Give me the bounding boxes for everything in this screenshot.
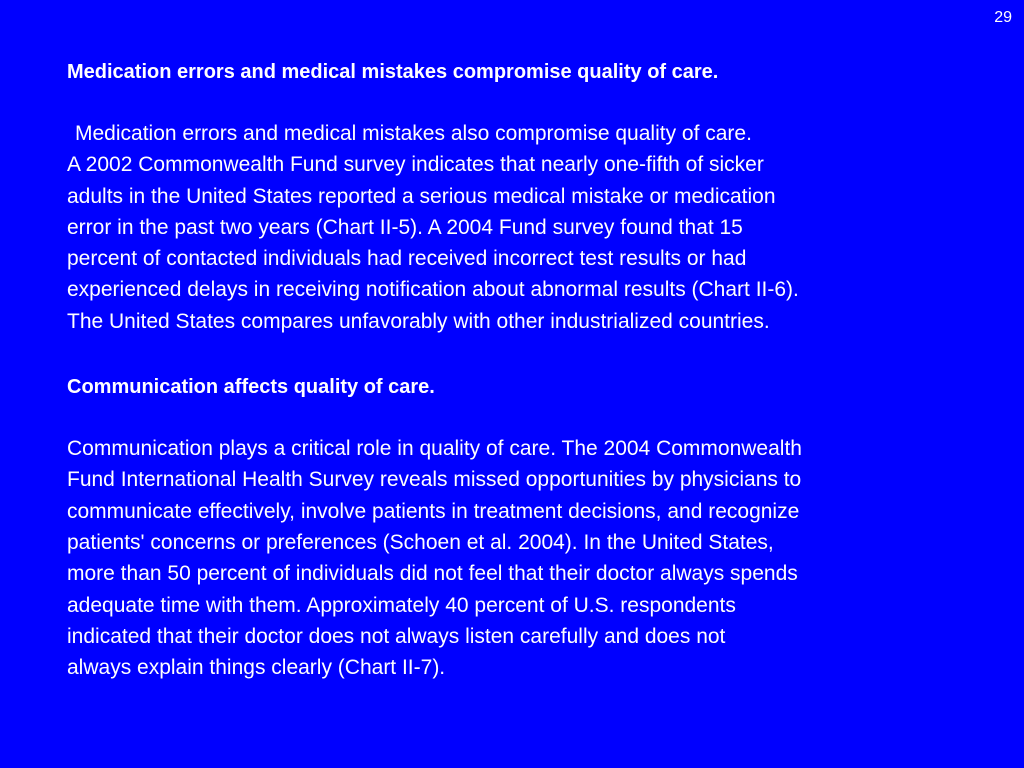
section-body-medication-errors	[67, 118, 987, 337]
body-line: experienced delays in receiving notification about abnormal results (Chart II-6).	[67, 278, 799, 302]
page-number: 29	[994, 9, 1012, 26]
body-line: A 2002 Commonwealth Fund survey indicates that nearly one-fifth of sicker	[67, 153, 764, 177]
body-line: Medication errors and medical mistakes also compromise quality of care.	[75, 122, 752, 145]
body-line: The United States compares unfavorably with other industrialized countries.	[67, 309, 770, 333]
slide-content	[67, 56, 987, 683]
section-heading-medication-errors: Medication errors and medical mistakes compromise quality of care.	[67, 61, 719, 83]
body-line: percent of contacted individuals had received incorrect test results or had	[67, 247, 747, 271]
section-body-communication	[67, 433, 987, 683]
body-line: always explain things clearly (Chart II-7).	[67, 656, 446, 680]
body-line: error in the past two years (Chart II-5). A 2004 Fund survey found that 15	[67, 215, 743, 239]
body-line: indicated that their doctor does not always listen carefully and does not	[67, 624, 726, 648]
body-line: more than 50 percent of individuals did not feel that their doctor always spends	[67, 562, 798, 586]
body-line: adequate time with them. Approximately 40 percent of U.S. respondents	[67, 593, 736, 617]
body-line: Communication plays a critical role in quality of care. The 2004 Commonwealth	[67, 437, 802, 461]
body-line: patients' concerns or preferences (Schoen et al. 2004). In the United States,	[67, 530, 774, 554]
body-line: Fund International Health Survey reveals missed opportunities by physicians to	[67, 468, 802, 492]
body-line: communicate effectively, involve patients in treatment decisions, and recognize	[67, 499, 800, 523]
body-line: adults in the United States reported a serious medical mistake or medication	[67, 184, 776, 208]
section-heading-communication: Communication affects quality of care.	[67, 376, 435, 399]
